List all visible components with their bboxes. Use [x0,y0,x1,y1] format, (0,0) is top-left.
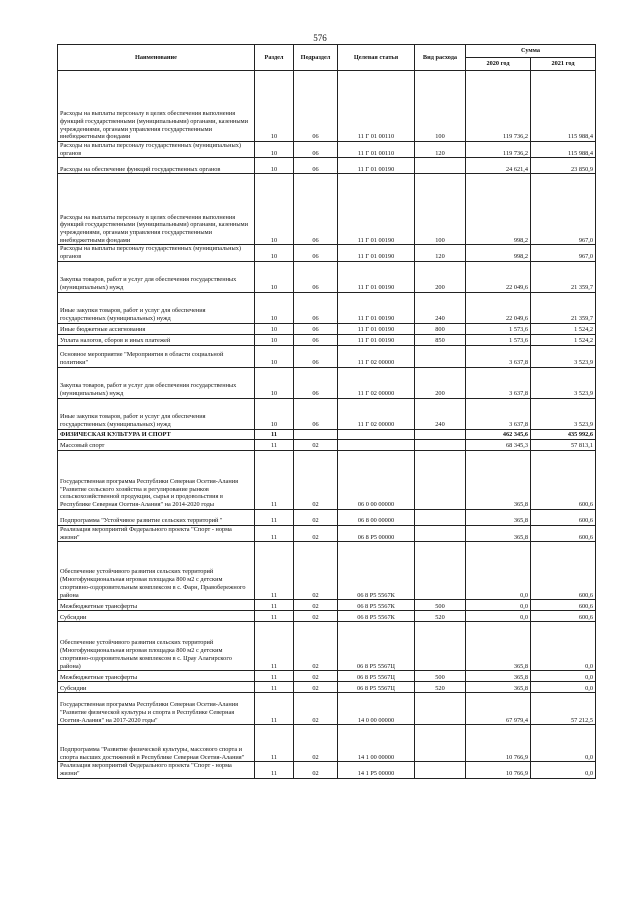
cell-name: Закупка товаров, работ и услуг для обеспечения государственных (муниципальных) нужд [58,367,255,398]
cell-expense-type [415,542,466,600]
cell-subsection: 06 [294,174,338,245]
header-expense-type: Вид расхода [415,45,466,71]
cell-article: 14 1 P5 00000 [338,762,415,778]
table-row [58,345,596,367]
cell-name: Основное мероприятие "Мероприятия в области социальной политики" [58,345,255,367]
cell-2021: 3 523,9 [531,367,596,398]
cell-subsection: 06 [294,367,338,398]
cell-expense-type: 800 [415,323,466,334]
cell-2021: 21 359,7 [531,261,596,292]
cell-2021: 600,6 [531,509,596,525]
cell-2020: 68 345,3 [466,439,531,450]
cell-2020: 3 637,8 [466,398,531,429]
cell-section: 11 [255,525,294,541]
cell-2021: 0,0 [531,682,596,693]
cell-article: 11 Г 01 00110 [338,142,415,158]
cell-article: 11 Г 01 00110 [338,71,415,142]
cell-subsection: 02 [294,682,338,693]
table-header [58,45,596,71]
cell-2021: 3 523,9 [531,345,596,367]
cell-name: Межбюджетные трансферты [58,600,255,611]
table-row [58,725,596,762]
cell-section: 10 [255,158,294,174]
cell-expense-type: 520 [415,611,466,622]
cell-article: 11 Г 01 00190 [338,292,415,323]
cell-article: 06 8 P5 5567Ц [338,682,415,693]
cell-article: 11 Г 01 00190 [338,323,415,334]
table-row [58,367,596,398]
cell-name: Иные бюджетные ассигнования [58,323,255,334]
cell-2020: 22 049,6 [466,261,531,292]
cell-name: Субсидии [58,611,255,622]
cell-name: Расходы на выплаты персоналу государственных (муниципальных) органов [58,142,255,158]
cell-subsection: 02 [294,762,338,778]
cell-2020: 365,8 [466,682,531,693]
cell-subsection: 02 [294,725,338,762]
cell-section: 10 [255,71,294,142]
table-row [58,622,596,671]
cell-section: 10 [255,142,294,158]
cell-name: Расходы на выплаты персоналу в целях обеспечения выполнения функций государственными (муниципальными) органами, казенными учреждениями, органами управления государственными внебюджетными фондами [58,71,255,142]
cell-2020: 10 766,9 [466,762,531,778]
cell-expense-type: 520 [415,682,466,693]
cell-expense-type [415,622,466,671]
cell-article: 11 Г 01 00190 [338,174,415,245]
cell-subsection: 06 [294,158,338,174]
cell-article: 14 0 00 00000 [338,693,415,725]
table-row [58,292,596,323]
cell-expense-type: 100 [415,174,466,245]
cell-expense-type: 120 [415,245,466,261]
cell-subsection: 02 [294,450,338,509]
table-row [58,611,596,622]
table-row [58,450,596,509]
cell-2021: 0,0 [531,725,596,762]
cell-name: Иные закупки товаров, работ и услуг для обеспечения государственных (муниципальных) нужд [58,292,255,323]
cell-2020: 365,8 [466,671,531,682]
cell-section: 10 [255,323,294,334]
cell-article: 11 Г 02 00000 [338,345,415,367]
cell-2021: 0,0 [531,671,596,682]
cell-2021: 600,6 [531,600,596,611]
cell-2021: 967,0 [531,174,596,245]
cell-name: Расходы на выплаты персоналу в целях обеспечения выполнения функций государственными (муниципальными) органами, казенными учреждениями, органами управления государственными внебюджетными фондами [58,174,255,245]
cell-2021: 115 988,4 [531,142,596,158]
cell-article: 14 1 00 00000 [338,725,415,762]
cell-2021: 115 988,4 [531,71,596,142]
cell-expense-type: 120 [415,142,466,158]
cell-article: 06 8 P5 5567К [338,611,415,622]
cell-2020: 1 573,6 [466,334,531,345]
cell-2021: 57 813,1 [531,439,596,450]
cell-2021: 3 523,9 [531,398,596,429]
cell-article: 11 Г 02 00000 [338,367,415,398]
header-name: Наименование [58,45,255,71]
cell-subsection: 02 [294,509,338,525]
cell-section: 11 [255,439,294,450]
cell-section: 11 [255,542,294,600]
cell-expense-type [415,429,466,439]
cell-expense-type [415,439,466,450]
cell-article: 06 8 00 00000 [338,509,415,525]
cell-name: Межбюджетные трансферты [58,671,255,682]
cell-name: Реализация мероприятий Федерального проекта "Спорт - норма жизни" [58,525,255,541]
cell-subsection: 02 [294,622,338,671]
cell-section: 11 [255,682,294,693]
cell-2020: 67 979,4 [466,693,531,725]
cell-article: 06 0 00 00000 [338,450,415,509]
cell-section: 11 [255,671,294,682]
cell-name: Массовый спорт [58,439,255,450]
cell-2020: 365,8 [466,525,531,541]
cell-expense-type [415,158,466,174]
table-row [58,682,596,693]
table-row [58,671,596,682]
cell-subsection: 06 [294,71,338,142]
cell-section: 10 [255,245,294,261]
cell-name: Субсидии [58,682,255,693]
cell-article: 11 Г 01 00190 [338,158,415,174]
cell-name: Реализация мероприятий Федерального проекта "Спорт - норма жизни" [58,762,255,778]
cell-2020: 0,0 [466,611,531,622]
cell-name: Закупка товаров, работ и услуг для обеспечения государственных (муниципальных) нужд [58,261,255,292]
cell-subsection: 06 [294,323,338,334]
cell-2020: 462 345,6 [466,429,531,439]
cell-subsection: 02 [294,693,338,725]
cell-2020: 24 621,4 [466,158,531,174]
cell-article: 11 Г 01 00190 [338,261,415,292]
budget-table [57,44,596,779]
cell-expense-type: 100 [415,71,466,142]
cell-2021: 1 524,2 [531,323,596,334]
cell-2021: 1 524,2 [531,334,596,345]
cell-subsection: 02 [294,525,338,541]
cell-2021: 435 992,6 [531,429,596,439]
table-row [58,398,596,429]
cell-expense-type [415,525,466,541]
table-row [58,542,596,600]
cell-subsection: 06 [294,142,338,158]
cell-subsection: 06 [294,398,338,429]
cell-section: 10 [255,398,294,429]
table-row [58,323,596,334]
header-article: Целевая статья [338,45,415,71]
header-year-2021: 2021 год [531,58,596,71]
cell-name: Подпрограмма "Развитие физической культуры, массового спорта и спорта высших достижений в Республике Северная Осетия-Алания" [58,725,255,762]
cell-subsection [294,429,338,439]
cell-name: Расходы на обеспечение функций государственных органов [58,158,255,174]
table-row [58,600,596,611]
header-year-2020: 2020 год [466,58,531,71]
cell-expense-type: 240 [415,292,466,323]
cell-article: 11 Г 01 00190 [338,245,415,261]
cell-2021: 0,0 [531,622,596,671]
cell-name: Подпрограмма "Устойчивое развитие сельских территорий " [58,509,255,525]
cell-expense-type [415,725,466,762]
cell-article: 11 Г 02 00000 [338,398,415,429]
cell-section: 11 [255,429,294,439]
table-row [58,525,596,541]
cell-article [338,439,415,450]
cell-subsection: 02 [294,600,338,611]
cell-subsection: 06 [294,245,338,261]
header-section: Раздел [255,45,294,71]
cell-name: Государственная программа Республики Северная Осетия-Алания "Развитие сельского хозяйства и регулирование рынков сельскохозяйственной продукции, сырья и продовольствия в Республике Северная Осетия-Алания" на 2014-2020 годы [58,450,255,509]
cell-2020: 119 736,2 [466,71,531,142]
cell-2021: 600,6 [531,525,596,541]
cell-article [338,429,415,439]
cell-section: 11 [255,622,294,671]
table-row [58,158,596,174]
header-subsection: Подраздел [294,45,338,71]
cell-expense-type [415,762,466,778]
cell-subsection: 02 [294,611,338,622]
cell-name: Обеспечение устойчивого развития сельских территорий (Многофункциональная игровая площадка 800 м2 с детским спортивно-оздоровительным комплексом в с. Фарн, Правобережного района [58,542,255,600]
table-row [58,439,596,450]
cell-2020: 0,0 [466,542,531,600]
cell-2020: 365,8 [466,509,531,525]
cell-subsection: 06 [294,345,338,367]
cell-2020: 0,0 [466,600,531,611]
cell-subsection: 02 [294,671,338,682]
cell-section: 10 [255,334,294,345]
cell-expense-type: 240 [415,398,466,429]
cell-name: Обеспечение устойчивого развития сельских территорий (Многофункциональная игровая площадка 800 м2 с детским спортивно-оздоровительным комплексом в с. Црау Алагирского района) [58,622,255,671]
table-row [58,245,596,261]
cell-expense-type: 500 [415,600,466,611]
cell-name: Уплата налогов, сборов и иных платежей [58,334,255,345]
cell-expense-type [415,345,466,367]
cell-2020: 998,2 [466,174,531,245]
cell-section: 11 [255,450,294,509]
cell-2020: 365,8 [466,622,531,671]
cell-expense-type: 850 [415,334,466,345]
cell-article: 06 8 P5 5567К [338,542,415,600]
cell-2020: 10 766,9 [466,725,531,762]
cell-2020: 1 573,6 [466,323,531,334]
cell-2020: 998,2 [466,245,531,261]
cell-section: 11 [255,611,294,622]
table-row [58,334,596,345]
page-number: 576 [313,33,327,43]
cell-section: 11 [255,509,294,525]
cell-article: 06 8 P5 00000 [338,525,415,541]
cell-section: 11 [255,762,294,778]
cell-2021: 21 359,7 [531,292,596,323]
header-sum: Сумма [466,45,596,58]
table-row [58,762,596,778]
cell-2020: 365,8 [466,450,531,509]
cell-2021: 600,6 [531,611,596,622]
table-row [58,693,596,725]
cell-name: Расходы на выплаты персоналу государственных (муниципальных) органов [58,245,255,261]
cell-subsection: 02 [294,439,338,450]
cell-subsection: 06 [294,261,338,292]
cell-2021: 600,6 [531,450,596,509]
cell-article: 06 8 P5 5567К [338,600,415,611]
cell-name: Государственная программа Республики Северная Осетия-Алания "Развитие физической культуры и спорта в Республике Северная Осетия-Алания" на 2017-2020 годы" [58,693,255,725]
cell-2021: 967,0 [531,245,596,261]
cell-2021: 23 850,9 [531,158,596,174]
table-body [58,71,596,779]
cell-expense-type [415,509,466,525]
cell-article: 06 8 P5 5567Ц [338,622,415,671]
cell-subsection: 06 [294,292,338,323]
cell-name: ФИЗИЧЕСКАЯ КУЛЬТУРА И СПОРТ [58,429,255,439]
cell-expense-type: 500 [415,671,466,682]
cell-section: 11 [255,725,294,762]
cell-expense-type [415,693,466,725]
cell-2020: 119 736,2 [466,142,531,158]
table-row [58,261,596,292]
table-row [58,142,596,158]
cell-expense-type [415,450,466,509]
cell-subsection: 06 [294,334,338,345]
cell-name: Иные закупки товаров, работ и услуг для обеспечения государственных (муниципальных) нужд [58,398,255,429]
table-row [58,509,596,525]
cell-2020: 3 637,8 [466,367,531,398]
cell-section: 10 [255,367,294,398]
cell-expense-type: 200 [415,367,466,398]
cell-article: 11 Г 01 00190 [338,334,415,345]
cell-2021: 57 212,5 [531,693,596,725]
cell-section: 10 [255,261,294,292]
table-row [58,71,596,142]
cell-2021: 600,6 [531,542,596,600]
table-row [58,174,596,245]
cell-subsection: 02 [294,542,338,600]
cell-section: 11 [255,600,294,611]
cell-section: 10 [255,174,294,245]
cell-2020: 3 637,8 [466,345,531,367]
cell-2020: 22 049,6 [466,292,531,323]
cell-2021: 0,0 [531,762,596,778]
cell-section: 11 [255,693,294,725]
cell-section: 10 [255,345,294,367]
cell-expense-type: 200 [415,261,466,292]
cell-section: 10 [255,292,294,323]
table-row [58,429,596,439]
cell-article: 06 8 P5 5567Ц [338,671,415,682]
